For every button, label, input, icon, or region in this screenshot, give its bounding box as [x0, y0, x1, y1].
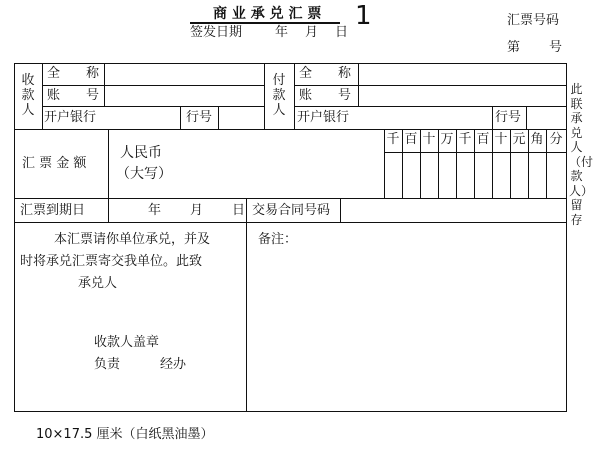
bill-title: 商 业 承 兑 汇 票	[213, 6, 322, 22]
request-line-2: 时将承兑汇票寄交我单位。此致	[20, 254, 203, 269]
copy-number: 1	[355, 1, 372, 31]
size-spec-note: 10×17.5 厘米（白纸黑油墨）	[36, 427, 214, 442]
unit-bai-wan: 百	[404, 132, 418, 147]
unit-bai: 百	[476, 132, 490, 147]
sequence-label: 第	[507, 40, 521, 55]
rule-row2	[42, 106, 264, 107]
rule-payer-field-col	[358, 63, 359, 106]
issue-year-label: 年	[275, 25, 289, 40]
rule-payee-label-col	[42, 63, 43, 129]
due-year-label: 年	[148, 203, 162, 218]
copy-purpose-note: 此联承兑人（付款人）留存	[569, 82, 594, 227]
rule-payee-bankno-left	[180, 106, 181, 129]
payee-name-label: 全 称	[47, 66, 100, 81]
rule-row1	[42, 85, 264, 86]
responsible-label: 负责	[94, 357, 121, 372]
unit-jiao: 角	[530, 132, 544, 147]
payer-name-label: 全 称	[299, 66, 352, 81]
rule-payer-bankno-right	[526, 106, 527, 129]
payee-stamp-label: 收款人盖章	[94, 335, 160, 350]
rule-amount-label-col	[108, 129, 109, 198]
due-month-label: 月	[190, 203, 204, 218]
unit-wan: 万	[440, 132, 454, 147]
due-date-label: 汇票到期日	[20, 203, 86, 218]
handler-label: 经办	[160, 357, 187, 372]
rule-payer-bankno-left	[492, 106, 493, 129]
rule-center-divider	[264, 63, 265, 129]
issue-date-label: 签发日期	[190, 25, 243, 40]
rule-payer-label-col	[294, 63, 295, 129]
rule-row1-right	[294, 85, 567, 86]
rule-units-bottom	[384, 152, 567, 153]
payer-label: 付款人	[272, 73, 286, 118]
rule-due-bottom	[14, 222, 567, 223]
capital-note: （大写）	[116, 166, 172, 182]
sequence-suffix: 号	[549, 40, 563, 55]
rule-contract-col	[246, 198, 247, 222]
rule-payee-bankno-right	[218, 106, 219, 129]
payer-bank-label: 开户银行	[297, 110, 350, 125]
unit-yuan: 元	[512, 132, 526, 147]
title-underline	[190, 22, 340, 24]
acceptor-label: 承兑人	[78, 276, 118, 291]
payee-bank-label: 开户银行	[44, 110, 97, 125]
issue-day-label: 日	[335, 25, 349, 40]
contract-number-label: 交易合同号码	[252, 203, 331, 218]
payer-bank-no-label: 行号	[495, 110, 522, 125]
rule-parties-bottom	[14, 129, 567, 130]
remarks-label: 备注：	[258, 232, 298, 247]
amount-label: 汇 票 金 额	[22, 156, 87, 171]
unit-qian: 千	[458, 132, 472, 147]
due-day-label: 日	[232, 203, 246, 218]
bill-number-label: 汇票号码	[507, 13, 560, 28]
issue-month-label: 月	[305, 25, 319, 40]
currency-label: 人民币	[120, 145, 162, 161]
rule-remarks-divider	[246, 222, 247, 412]
payee-label: 收款人	[21, 73, 35, 118]
payee-account-label: 账 号	[47, 88, 100, 103]
unit-qian-wan: 千	[386, 132, 400, 147]
payee-bank-no-label: 行号	[186, 110, 213, 125]
unit-fen: 分	[549, 132, 563, 147]
rule-payee-field-col	[104, 63, 105, 106]
rule-due-label-col	[108, 198, 109, 222]
rule-contract-value-col	[340, 198, 341, 222]
rule-amount-bottom	[14, 198, 567, 199]
payer-account-label: 账 号	[299, 88, 352, 103]
unit-shi-wan: 十	[422, 132, 436, 147]
request-line-1: 本汇票请你单位承兑，并及	[54, 232, 211, 247]
unit-shi: 十	[494, 132, 508, 147]
